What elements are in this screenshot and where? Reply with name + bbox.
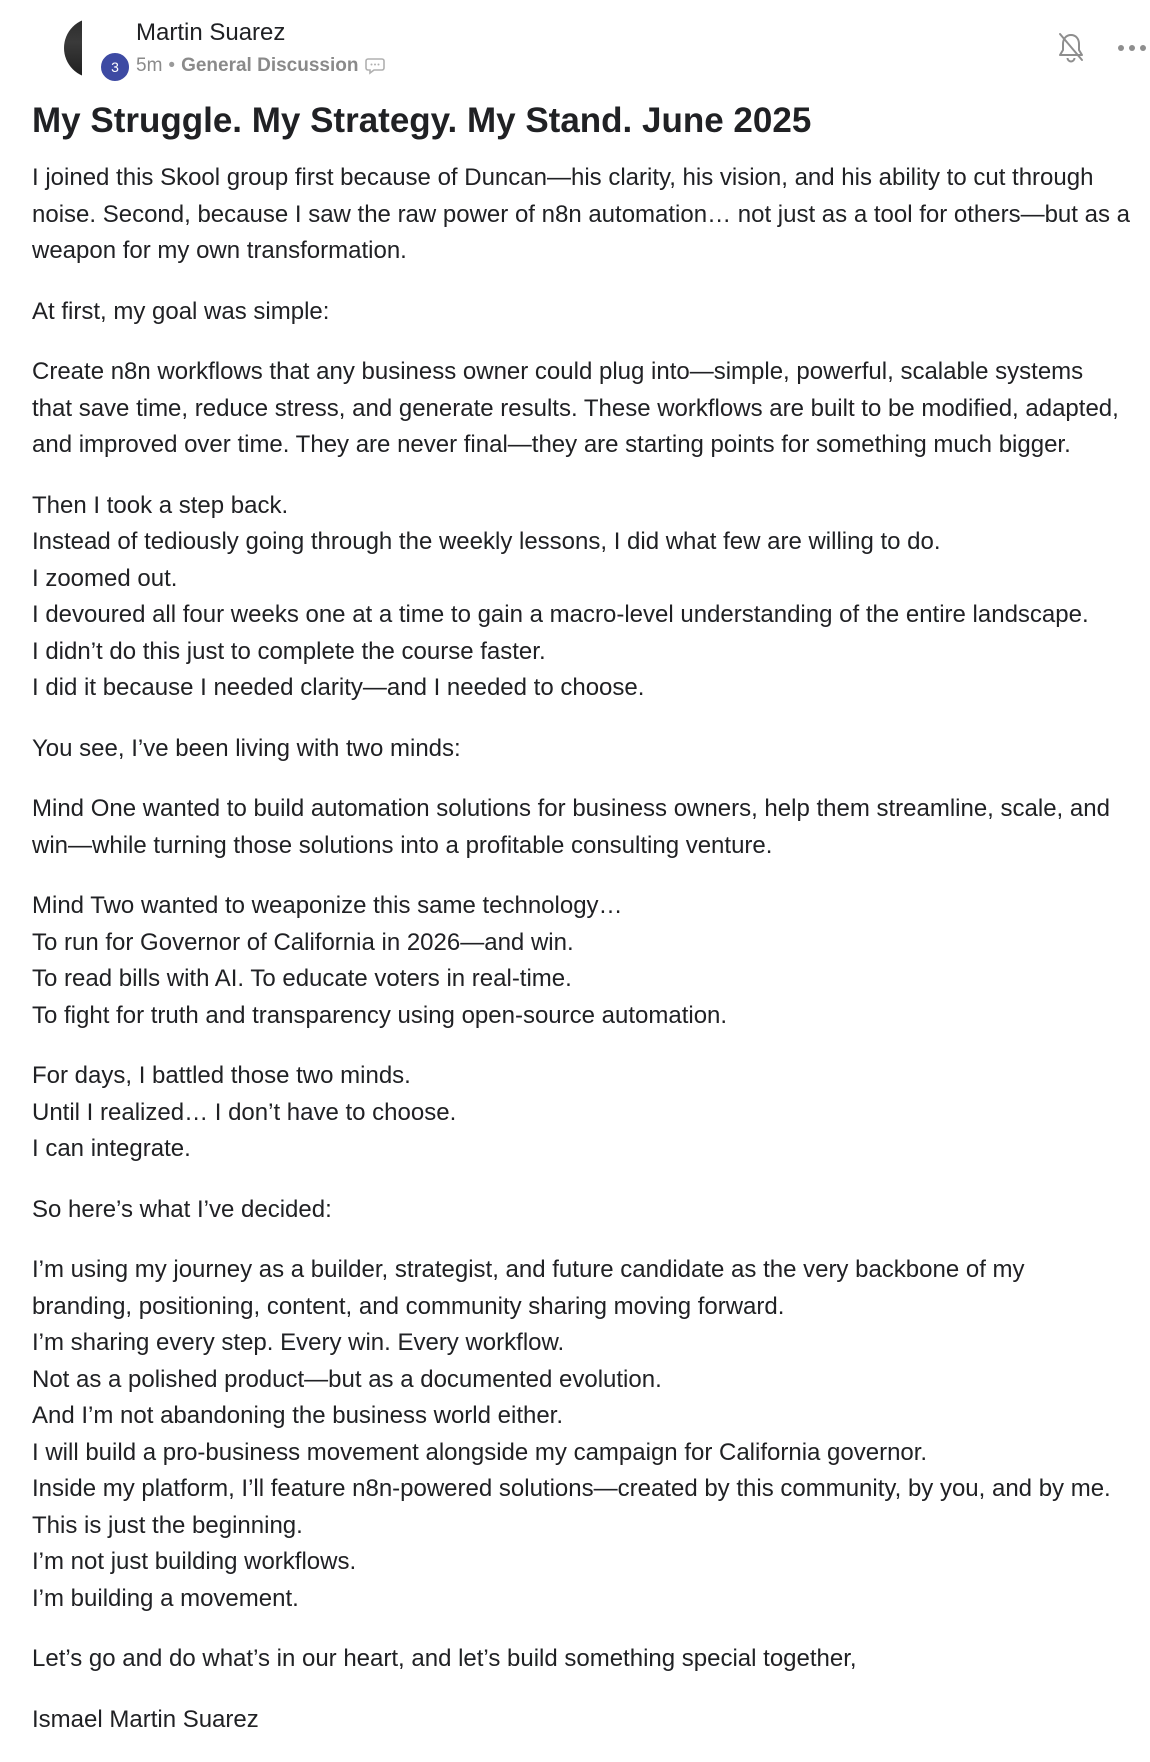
post-line: I devoured all four weeks one at a time to gain a macro-level understanding of the entire landscape. <box>32 601 1089 628</box>
post-line: Ismael Martin Suarez <box>32 1705 259 1733</box>
post-paragraph <box>32 1252 1132 1617</box>
post-line: weapon for my own transformation. <box>32 237 407 264</box>
post-paragraph <box>32 160 1132 270</box>
post-paragraph <box>32 888 1132 1034</box>
post-line: Then I took a step back. <box>32 491 289 519</box>
notifications-off-button[interactable] <box>1054 30 1088 66</box>
post-line: At first, my goal was simple: <box>32 297 330 325</box>
avatar-photo <box>64 18 82 78</box>
author-name[interactable]: Martin Suarez <box>136 19 286 46</box>
post-line: Not as a polished product—but as a documented evolution. <box>32 1365 662 1393</box>
post-paragraph <box>32 1192 1132 1229</box>
level-badge: 3 <box>99 51 131 83</box>
bell-off-icon <box>1054 30 1088 66</box>
post-line: Inside my platform, I’ll feature n8n-powered solutions—created by this community, by you, and by me. <box>32 1475 1111 1502</box>
post-paragraph <box>32 1641 1132 1678</box>
post-category[interactable]: General Discussion <box>181 55 359 76</box>
post-line: I’m using my journey as a builder, strategist, and future candidate as the very backbone of my <box>32 1256 1025 1283</box>
post-paragraph <box>32 1702 1132 1739</box>
post-line: Mind Two wanted to weaponize this same technology… <box>32 892 623 919</box>
post-meta <box>136 53 386 79</box>
post-paragraph <box>32 294 1132 331</box>
more-horizontal-icon <box>1112 34 1150 62</box>
post-line: I did it because I needed clarity—and I needed to choose. <box>32 674 645 701</box>
post-line: I’m sharing every step. Every win. Every workflow. <box>32 1329 565 1356</box>
post-line: Instead of tediously going through the weekly lessons, I did what few are willing to do. <box>32 528 941 555</box>
chat-bubble-icon <box>364 55 386 77</box>
post-body <box>32 160 1132 1762</box>
post-line: You see, I’ve been living with two minds: <box>32 734 461 762</box>
post-paragraph <box>32 354 1132 464</box>
post-line: I will build a pro-business movement alongside my campaign for California governor. <box>32 1438 928 1466</box>
meta-separator: • <box>168 55 176 76</box>
post-line: To read bills with AI. To educate voters in real-time. <box>32 965 572 992</box>
post-paragraph <box>32 1058 1132 1168</box>
post-line: Until I realized… I don’t have to choose. <box>32 1098 457 1126</box>
more-options-button[interactable] <box>1112 34 1150 62</box>
post-time: 5m <box>136 55 163 76</box>
post-line: To fight for truth and transparency using open-source automation. <box>32 1001 728 1029</box>
post-line: noise. Second, because I saw the raw power of n8n automation… not just as a tool for others—but as a <box>32 200 1130 228</box>
post-line: To run for Governor of California in 2026—and win. <box>32 928 574 956</box>
post-paragraph <box>32 731 1132 768</box>
post-paragraph <box>32 488 1132 707</box>
post-line: that save time, reduce stress, and generate results. These workflows are built to be modified, adapted, <box>32 394 1119 422</box>
post-line: I’m building a movement. <box>32 1584 299 1612</box>
post-line: I joined this Skool group first because of Duncan—his clarity, his vision, and his ability to cut through <box>32 164 1094 191</box>
post-line: I’m not just building workflows. <box>32 1548 357 1575</box>
post-line: I didn’t do this just to complete the course faster. <box>32 637 546 665</box>
post-line: For days, I battled those two minds. <box>32 1062 411 1089</box>
post-line: This is just the beginning. <box>32 1511 303 1539</box>
post-line: Create n8n workflows that any business owner could plug into—simple, powerful, scalable systems <box>32 358 1084 385</box>
post-line: I can integrate. <box>32 1135 191 1162</box>
post-line: And I’m not abandoning the business world either. <box>32 1402 564 1429</box>
post-line: So here’s what I’ve decided: <box>32 1195 332 1223</box>
post-title: My Struggle. My Strategy. My Stand. June 2025 <box>32 101 812 140</box>
post-line: I zoomed out. <box>32 564 178 592</box>
post-line: branding, positioning, content, and community sharing moving forward. <box>32 1292 785 1320</box>
post-paragraph <box>32 791 1132 864</box>
post-line: win—while turning those solutions into a profitable consulting venture. <box>32 831 773 859</box>
post-line: and improved over time. They are never final—they are starting points for something much bigger. <box>32 431 1071 458</box>
post-line: Let’s go and do what’s in our heart, and let’s build something special together, <box>32 1645 857 1672</box>
post-line: Mind One wanted to build automation solutions for business owners, help them streamline, scale, and <box>32 795 1110 822</box>
post-header <box>32 0 1150 92</box>
